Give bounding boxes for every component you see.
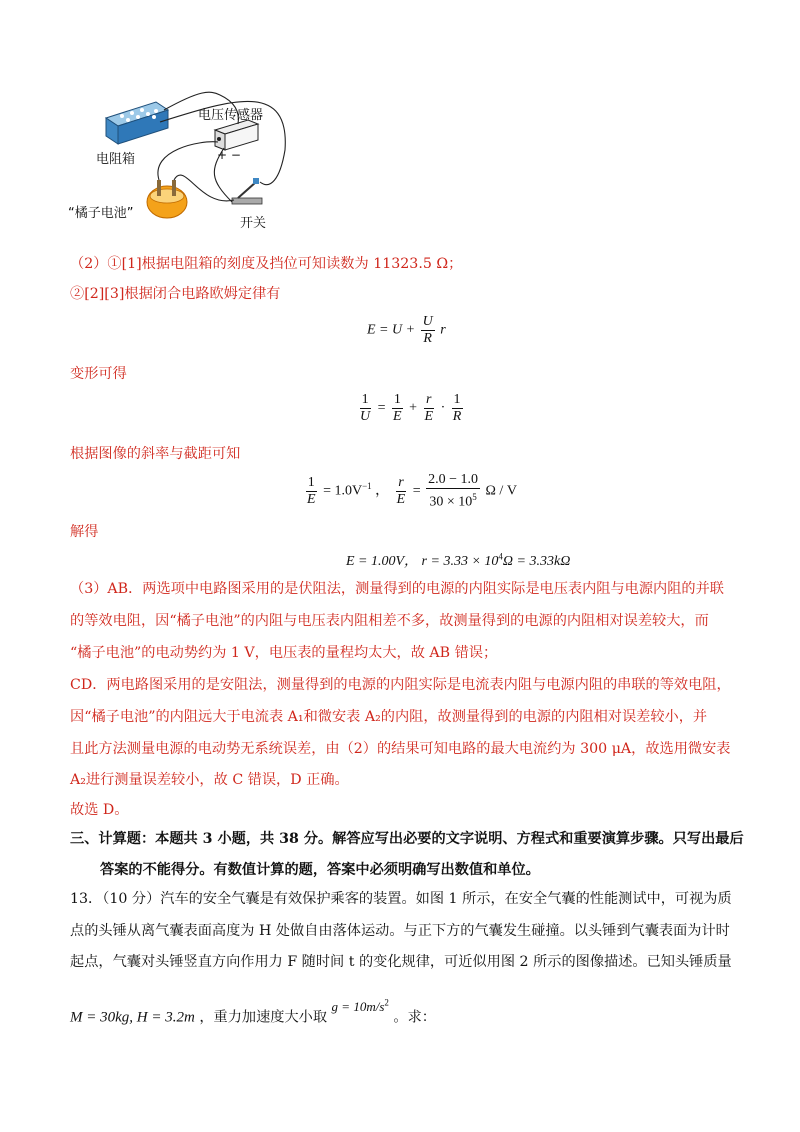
choose-text: 故选 D。 <box>70 802 129 818</box>
f3-frac-num: 2.0 − 1.0 <box>428 472 479 487</box>
f4-tail: Ω = 3.33kΩ <box>502 554 571 569</box>
part2-line1: （2）①[1]根据电阻箱的刻度及挡位可知读数为 11323.5 Ω； <box>70 256 463 272</box>
part3-p2-line2: 因“橘子电池”的内阻远大于电流表 A₁和微安表 A₂的内阻，故测量得到的电源的内阻相对误差较小，并 <box>70 709 708 725</box>
f3-frac-den: 30 × 10 <box>429 494 473 510</box>
f3-b-num: r <box>398 474 404 490</box>
solve-text: 解得 <box>70 524 99 540</box>
f3-unit: Ω / V <box>485 483 517 499</box>
resistance-box-label: 电阻箱 <box>96 152 136 167</box>
switch-icon <box>232 178 262 204</box>
part3-p2-line4: A₂进行测量误差较小，故 C 错误，D 正确。 <box>70 772 349 788</box>
part3-p2-line1: CD．两电路图采用的是安阻法，测量得到的电源的内阻实际是电流表内阻与电源内阻的串联的等效电阻， <box>70 677 731 693</box>
orange-battery-label: “橘子电池” <box>68 206 134 221</box>
q13-given-line <box>70 998 436 1027</box>
q13-given: M = 30kg, H = 3.2m <box>70 1009 195 1026</box>
f3-a-den: E <box>307 491 316 507</box>
f2-lhs-den: U <box>360 409 371 424</box>
f2-c-num: 1 <box>453 392 461 407</box>
voltage-sensor-icon <box>215 120 258 150</box>
slope-intercept-text: 根据图像的斜率与截距可知 <box>70 446 241 462</box>
formula-reciprocal: $\frac{1}{U}$ = $\frac{1}{E}$ + $\frac{r}{E}$ · $\frac{1}{R}$ <box>360 392 462 424</box>
q13-mid: ，重力加速度大小取 <box>199 1009 328 1026</box>
part3-p1-line1: （3）AB．两选项中电路图采用的是伏阻法，测量得到的电源的内阻实际是电压表内阻与电源内阻的并联 <box>70 581 724 597</box>
section3-heading-line2: 答案的不能得分。有数值计算的题，答案中必须明确写出数值和单位。 <box>100 862 540 878</box>
part3-p1-line3: “橘子电池”的电动势约为 1 V，电压表的量程均太大，故 AB 错误； <box>70 645 498 661</box>
f3-a-val: = 1.0V <box>323 483 363 499</box>
f2-a-den: E <box>393 409 402 424</box>
q13-line2: 点的头锤从离气囊表面高度为 H 处做自由落体运动。与正下方的气囊发生碰撞。以头锤到气囊表面为计时 <box>70 923 730 939</box>
sensor-terminals-label: + − <box>217 148 241 162</box>
f3-sep: ， <box>375 483 390 499</box>
voltage-sensor-label: 电压传感器 <box>198 108 264 123</box>
f2-b-den: E <box>424 409 434 424</box>
part2-line2: ②[2][3]根据闭合电路欧姆定律有 <box>70 286 281 302</box>
f4-text: E = 1.00V， r = 3.33 × 10 <box>346 554 499 569</box>
f1-num: U <box>422 314 433 329</box>
circuit-diagram <box>60 90 320 240</box>
formula-result <box>346 550 570 570</box>
formula-slope-intercept: $\frac{1}{E}$ = $1.0V^{-1}$ ， $\frac{r}{E}$ = $\frac{2.0 - 1.0}{30 \times 10^5}$ Ω / V <box>307 472 517 510</box>
f1-tail: r <box>440 322 446 338</box>
q13-g-exp: 2 <box>384 998 389 1008</box>
f3-frac-exp: 5 <box>472 492 477 502</box>
f2-c-den: R <box>452 409 462 424</box>
f1-lhs: E = U + <box>367 322 416 338</box>
switch-label: 开关 <box>240 216 267 231</box>
formula-ohm-law <box>367 314 446 347</box>
f2-lhs-num: 1 <box>361 392 369 407</box>
f3-b-den: E <box>396 491 406 507</box>
resistance-box-icon <box>106 102 168 144</box>
q13-line3: 起点，气囊对头锤竖直方向作用力 F 随时间 t 的变化规律，可近似用图 2 所示的图像描述。已知头锤质量 <box>70 954 732 970</box>
section3-heading-line1: 三、计算题：本题共 3 小题，共 38 分。解答应写出必要的文字说明、方程式和重要演算步骤。只写出最后 <box>70 831 744 847</box>
f4-exp: 4 <box>498 551 503 562</box>
q13-line1: 13．（10 分）汽车的安全气囊是有效保护乘客的装置。如图 1 所示，在安全气囊的性能测试中，可视为质 <box>70 891 732 907</box>
part3-p1-line2: 的等效电阻，因“橘子电池”的内阻与电压表内阻相差不多，故测量得到的电源的内阻相对误差较大，而 <box>70 613 709 629</box>
f3-a-exp: −1 <box>362 480 372 491</box>
f2-b-num: r <box>426 392 432 407</box>
f2-a-num: 1 <box>393 392 401 407</box>
transform-text: 变形可得 <box>70 366 127 382</box>
f1-den: R <box>423 331 432 346</box>
q13-g: g = 10m/s <box>331 999 385 1015</box>
q13-end: 。求： <box>393 1009 436 1026</box>
f3-a-num: 1 <box>307 474 315 490</box>
part3-p2-line3: 且此方法测量电源的电动势无系统误差，由（2）的结果可知电路的最大电流约为 300 μA，故选用微安表 <box>70 741 731 757</box>
orange-battery-icon <box>147 180 187 218</box>
